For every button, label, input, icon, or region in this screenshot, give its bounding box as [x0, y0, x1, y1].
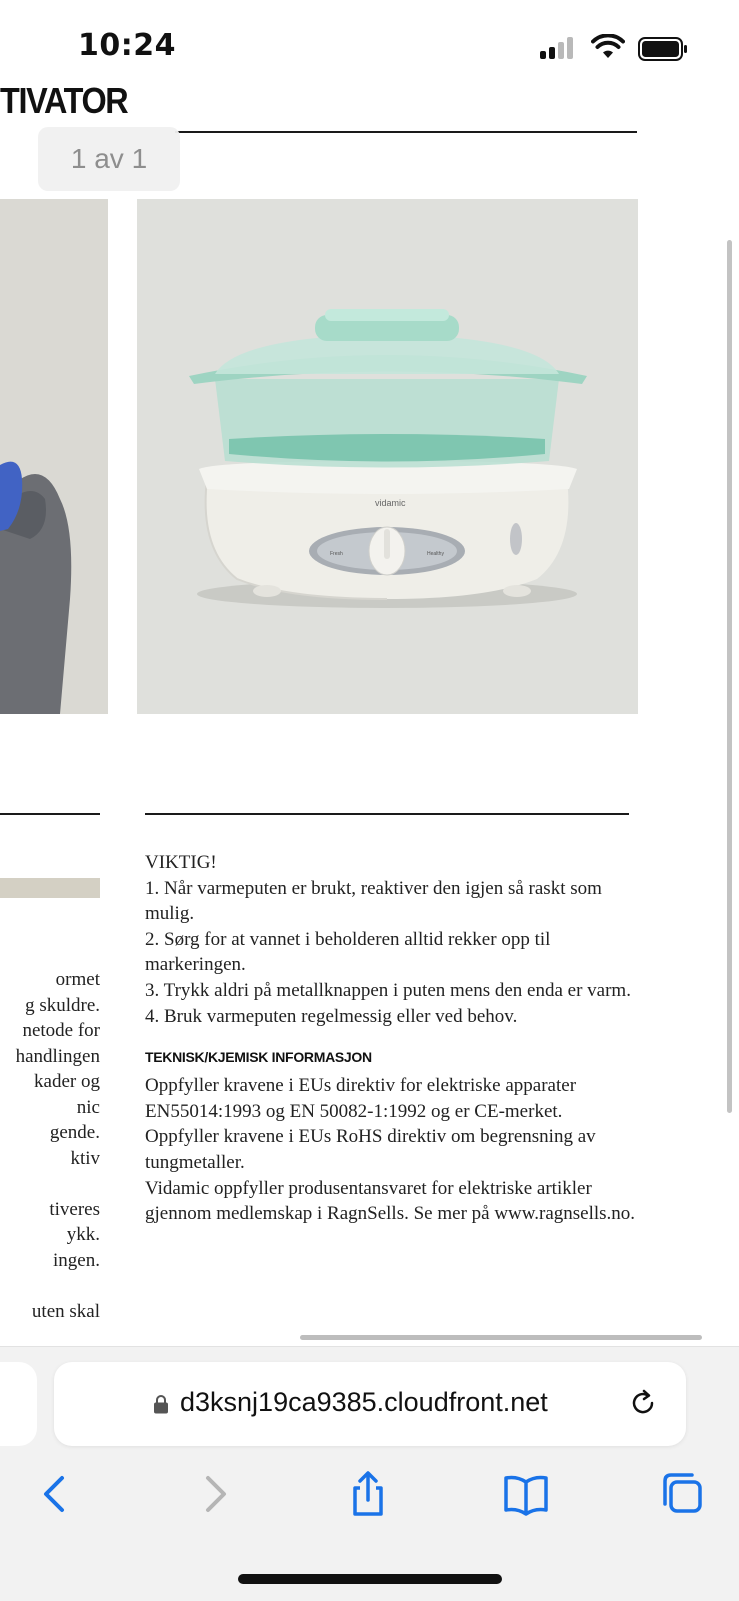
- important-item: 1. Når varmeputen er brukt, reaktiver den igjen så raskt som mulig.: [145, 877, 602, 925]
- lock-icon: [153, 1394, 169, 1414]
- dial-right-label: Healthy: [427, 551, 444, 557]
- left-line: tiveres: [49, 1198, 100, 1220]
- left-line: kader og: [34, 1071, 100, 1092]
- home-indicator[interactable]: [238, 1574, 502, 1584]
- page-indicator: 1 av 1: [38, 127, 180, 191]
- tabs-icon[interactable]: [660, 1470, 704, 1518]
- battery-icon: [638, 37, 688, 61]
- left-line: netode for: [22, 1020, 100, 1041]
- url-text[interactable]: d3ksnj19ca9385.cloudfront.net: [180, 1387, 548, 1417]
- product-image-steamer: [137, 199, 638, 714]
- left-line: ingen.: [53, 1249, 100, 1271]
- section-divider-right: [145, 813, 629, 815]
- horizontal-scrollbar[interactable]: [300, 1335, 702, 1340]
- reload-icon[interactable]: [627, 1387, 659, 1419]
- right-column-text: [145, 850, 645, 1227]
- product-brand-label: vidamic: [375, 498, 406, 508]
- section-heading-bar: [0, 878, 100, 898]
- section-divider-left: [0, 813, 100, 815]
- left-line: ykk.: [66, 1224, 100, 1245]
- left-line: gende.: [49, 1122, 100, 1143]
- left-line: ormet: [55, 969, 100, 990]
- tech-paragraph: Oppfyller kravene i EUs direktiv for elektriske apparater EN55014:1993 og EN 50082-1:1992 og er CE-merket.: [145, 1075, 577, 1122]
- bookmarks-icon[interactable]: [503, 1470, 549, 1518]
- left-line: ktiv: [70, 1147, 100, 1169]
- important-item: 2. Sørg for at vannet i beholderen alltid rekker opp til markeringen.: [145, 928, 551, 976]
- title-divider: [175, 131, 637, 133]
- person-photo: [0, 199, 108, 714]
- left-line: handlingen: [15, 1045, 100, 1067]
- tech-paragraph: Vidamic oppfyller produsentansvaret for elektriske artikler gjennom medlemskap i RagnSells. Se mer på www.ragnsells.no.: [145, 1177, 636, 1225]
- back-icon[interactable]: [34, 1470, 78, 1518]
- tech-paragraph: Oppfyller kravene i EUs RoHS direktiv om begrensning av tungmetaller.: [145, 1126, 596, 1173]
- previous-tab-preview[interactable]: [0, 1362, 37, 1446]
- tech-info-heading: TEKNISK/KJEMISK INFORMASJON: [145, 1049, 372, 1066]
- important-item: 3. Trykk aldri på metallknappen i puten mens den enda er varm.: [145, 979, 631, 1001]
- share-icon[interactable]: [346, 1470, 390, 1518]
- dial-left-label: Fresh: [330, 551, 343, 557]
- important-heading: VIKTIG!: [145, 852, 217, 873]
- wifi-icon: [591, 34, 625, 60]
- left-line: [0, 1273, 100, 1299]
- vertical-scrollbar[interactable]: [727, 240, 732, 1113]
- left-column-text: [0, 967, 100, 1324]
- left-line: g skuldre.: [25, 994, 100, 1016]
- forward-icon[interactable]: [192, 1470, 236, 1518]
- document-title: TIVATOR: [0, 80, 128, 121]
- left-line: uten skal: [31, 1300, 100, 1322]
- status-time: 10:24: [78, 28, 176, 63]
- important-item: 4. Bruk varmeputen regelmessig eller ved behov.: [145, 1005, 518, 1027]
- cellular-signal-icon: [540, 37, 576, 59]
- left-line: nic: [76, 1096, 100, 1118]
- left-line: [0, 1171, 100, 1197]
